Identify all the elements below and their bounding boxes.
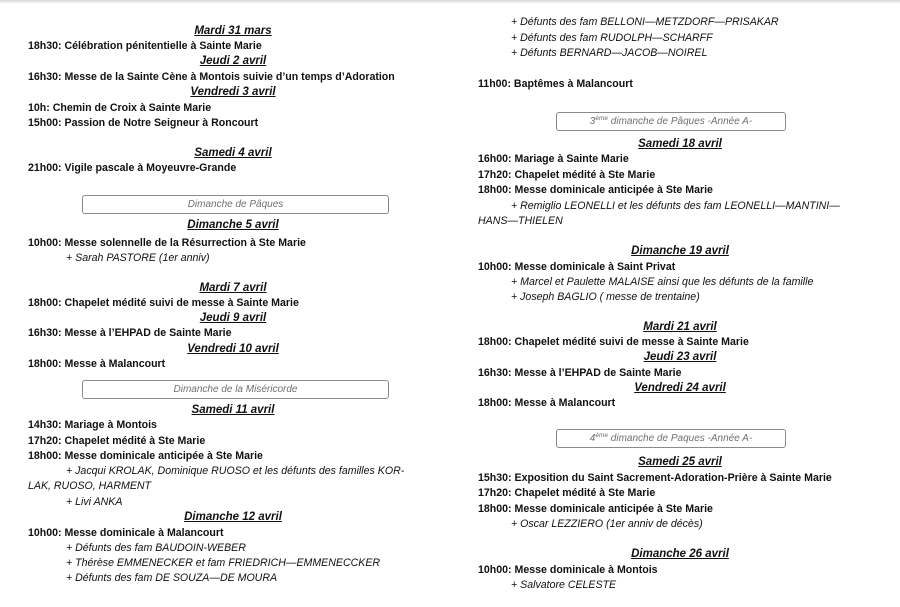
day-heading: Mardi 7 avril — [199, 282, 267, 294]
mass-intention: + Défunts BERNARD—JACOB—NOIREL — [511, 47, 708, 59]
day-heading: Dimanche 26 avril — [631, 548, 729, 560]
day-heading: Samedi 11 avril — [191, 404, 275, 416]
event-line: 16h30: Messe de la Sainte Cène à Montois suivie d’un temps d’Adoration — [28, 71, 395, 83]
event-line: 21h00: Vigile pascale à Moyeuvre-Grande — [28, 162, 237, 174]
mass-intention: + Salvatore CELESTE — [511, 579, 617, 591]
mass-intention: + Sarah PASTORE (1er anniv) — [66, 252, 210, 264]
event-line: 18h00: Messe dominicale anticipée à Ste Marie — [28, 450, 263, 462]
event-line: 10h00: Messe solennelle de la Résurrection à Ste Marie — [28, 237, 306, 249]
event-line: 16h30: Messe à l’EHPAD de Sainte Marie — [28, 327, 232, 339]
day-heading: Samedi 25 avril — [638, 456, 722, 468]
ordinal-suffix: ème — [595, 115, 609, 122]
mass-intention: + Défunts des fam DE SOUZA—DE MOURA — [66, 572, 278, 584]
day-heading: Jeudi 23 avril — [643, 351, 717, 363]
mass-intention: + Défunts des fam RUDOLPH—SCHARFF — [511, 32, 713, 44]
event-line: 10h00: Messe dominicale à Malancourt — [28, 527, 224, 539]
day-heading: Dimanche 12 avril — [184, 511, 282, 523]
sunday-title-text: dimanche de Pâques -Année A- — [608, 116, 753, 127]
mass-intention: + Jacqui KROLAK, Dominique RUOSO et les défunts des familles KOR- — [66, 465, 405, 477]
day-heading: Vendredi 24 avril — [634, 382, 726, 394]
event-line: 18h00: Messe à Malancourt — [28, 358, 166, 370]
day-heading: Mardi 21 avril — [643, 321, 717, 333]
mass-intention: + Thérèse EMMENECKER et fam FRIEDRICH—EMMENECCKER — [66, 557, 381, 569]
event-line: 18h30: Célébration pénitentielle à Sainte Marie — [28, 40, 262, 52]
ordinal-number: 4 — [589, 433, 596, 444]
event-line: 17h20: Chapelet médité à Ste Marie — [478, 487, 656, 499]
sunday-title-box — [556, 429, 786, 448]
scan-top-edge — [0, 0, 900, 4]
event-line: 18h00: Messe à Malancourt — [478, 397, 616, 409]
mass-intention-continued: LAK, RUOSO, HARMENT — [28, 480, 152, 492]
mass-intention: + Joseph BAGLIO ( messe de trentaine) — [511, 291, 700, 303]
mass-intention: + Livi ANKA — [66, 496, 123, 508]
sunday-title-box: Dimanche de la Miséricorde — [82, 380, 389, 399]
day-heading: Vendredi 3 avril — [190, 86, 276, 98]
mass-intention: + Marcel et Paulette MALAISE ainsi que les défunts de la famille — [511, 276, 814, 288]
event-line: 16h00: Mariage à Sainte Marie — [478, 153, 629, 165]
event-line: 18h00: Chapelet médité suivi de messe à Sainte Marie — [478, 336, 749, 348]
day-heading: Jeudi 2 avril — [199, 55, 267, 67]
sunday-title-box — [556, 112, 786, 131]
event-line: 15h00: Passion de Notre Seigneur à Roncourt — [28, 117, 259, 129]
day-heading: Mardi 31 mars — [194, 25, 272, 37]
event-line: 18h00: Messe dominicale anticipée à Ste Marie — [478, 503, 713, 515]
day-heading: Samedi 18 avril — [638, 138, 722, 150]
mass-intention: + Défunts des fam BELLONI—METZDORF—PRISAKAR — [511, 16, 779, 28]
sunday-title-text: dimanche de Paques -Année A- — [608, 433, 753, 444]
event-line: 16h30: Messe à l’EHPAD de Sainte Marie — [478, 367, 682, 379]
sunday-title-box: Dimanche de Pâques — [82, 195, 389, 214]
mass-intention: + Défunts des fam BAUDOIN-WEBER — [66, 542, 246, 554]
event-line: 10h: Chemin de Croix à Sainte Marie — [28, 102, 212, 114]
ordinal-suffix: ème — [595, 432, 609, 439]
event-line: 15h30: Exposition du Saint Sacrement-Adoration-Prière à Sainte Marie — [478, 472, 832, 484]
day-heading: Dimanche 19 avril — [631, 245, 729, 257]
event-line: 18h00: Chapelet médité suivi de messe à Sainte Marie — [28, 297, 299, 309]
event-line: 18h00: Messe dominicale anticipée à Ste Marie — [478, 184, 713, 196]
day-heading: Dimanche 5 avril — [187, 219, 279, 231]
ordinal-number: 3 — [589, 116, 596, 127]
event-line: 10h00: Messe dominicale à Montois — [478, 564, 658, 576]
day-heading: Samedi 4 avril — [194, 147, 272, 159]
day-heading: Jeudi 9 avril — [199, 312, 267, 324]
event-line: 14h30: Mariage à Montois — [28, 419, 157, 431]
event-line: 10h00: Messe dominicale à Saint Privat — [478, 261, 676, 273]
day-heading: Vendredi 10 avril — [187, 343, 279, 355]
event-line: 11h00: Baptêmes à Malancourt — [478, 78, 633, 90]
mass-intention: + Remiglio LEONELLI et les défunts des fam LEONELLI—MANTINI— — [511, 200, 840, 212]
event-line: 17h20: Chapelet médité à Ste Marie — [478, 169, 656, 181]
mass-intention: + Oscar LEZZIERO (1er anniv de décès) — [511, 518, 703, 530]
mass-intention-continued: HANS—THIELEN — [478, 215, 563, 227]
event-line: 17h20: Chapelet médité à Ste Marie — [28, 435, 206, 447]
